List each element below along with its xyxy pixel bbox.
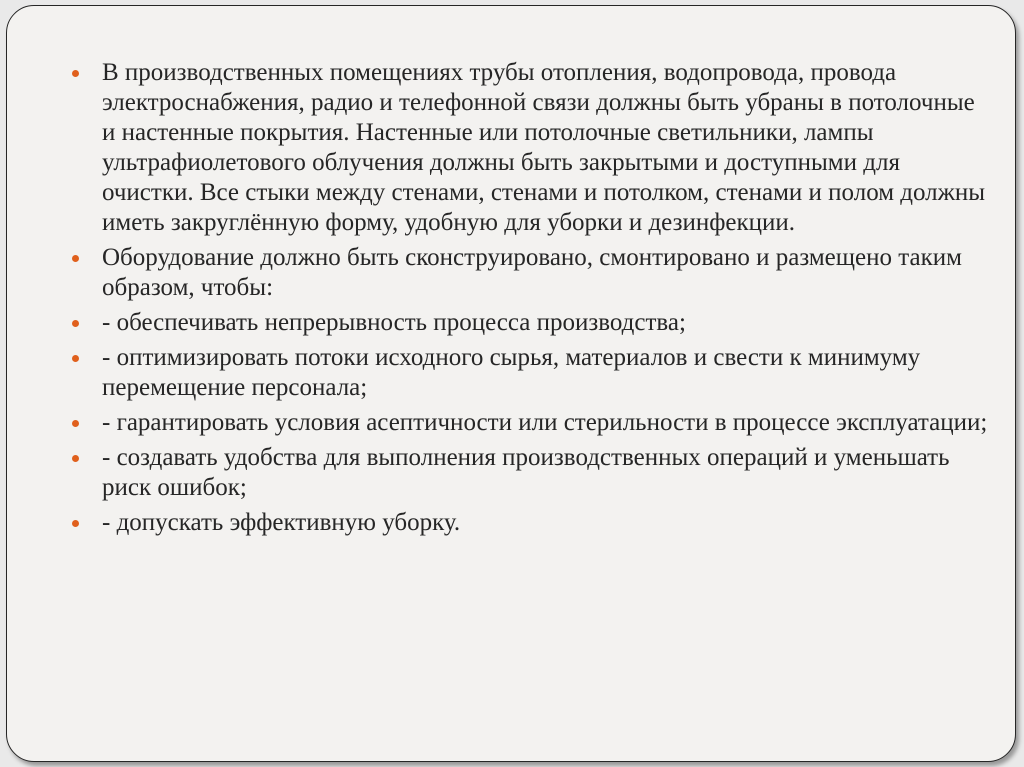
bullet-list: [70, 58, 990, 543]
bullet-item: - создавать удобства для выполнения производственных операций и уменьшать риск ошибок;: [70, 443, 990, 503]
slide-frame: [6, 5, 1016, 762]
bullet-item: - оптимизировать потоки исходного сырья, материалов и свести к минимуму перемещение персонала;: [70, 343, 990, 403]
bullet-item: - гарантировать условия асептичности или стерильности в процессе эксплуатации;: [70, 408, 990, 438]
bullet-item: В производственных помещениях трубы отопления, водопровода, провода электроснабжения, радио и телефонной связи должны быть убраны в потолочные и настенные покрытия. Настенные или потолочные светильники, лампы ультрафиолетового облучения должны быть закрытыми и доступными для очистки. Все стыки между стенами, стенами и потолком, стенами и полом должны иметь закруглённую форму, удобную для уборки и дезинфекции.: [70, 58, 990, 238]
bullet-item: - допускать эффективную уборку.: [70, 508, 990, 538]
bullet-item: - обеспечивать непрерывность процесса производства;: [70, 308, 990, 338]
bullet-item: Оборудование должно быть сконструировано, смонтировано и размещено таким образом, чтобы:: [70, 243, 990, 303]
